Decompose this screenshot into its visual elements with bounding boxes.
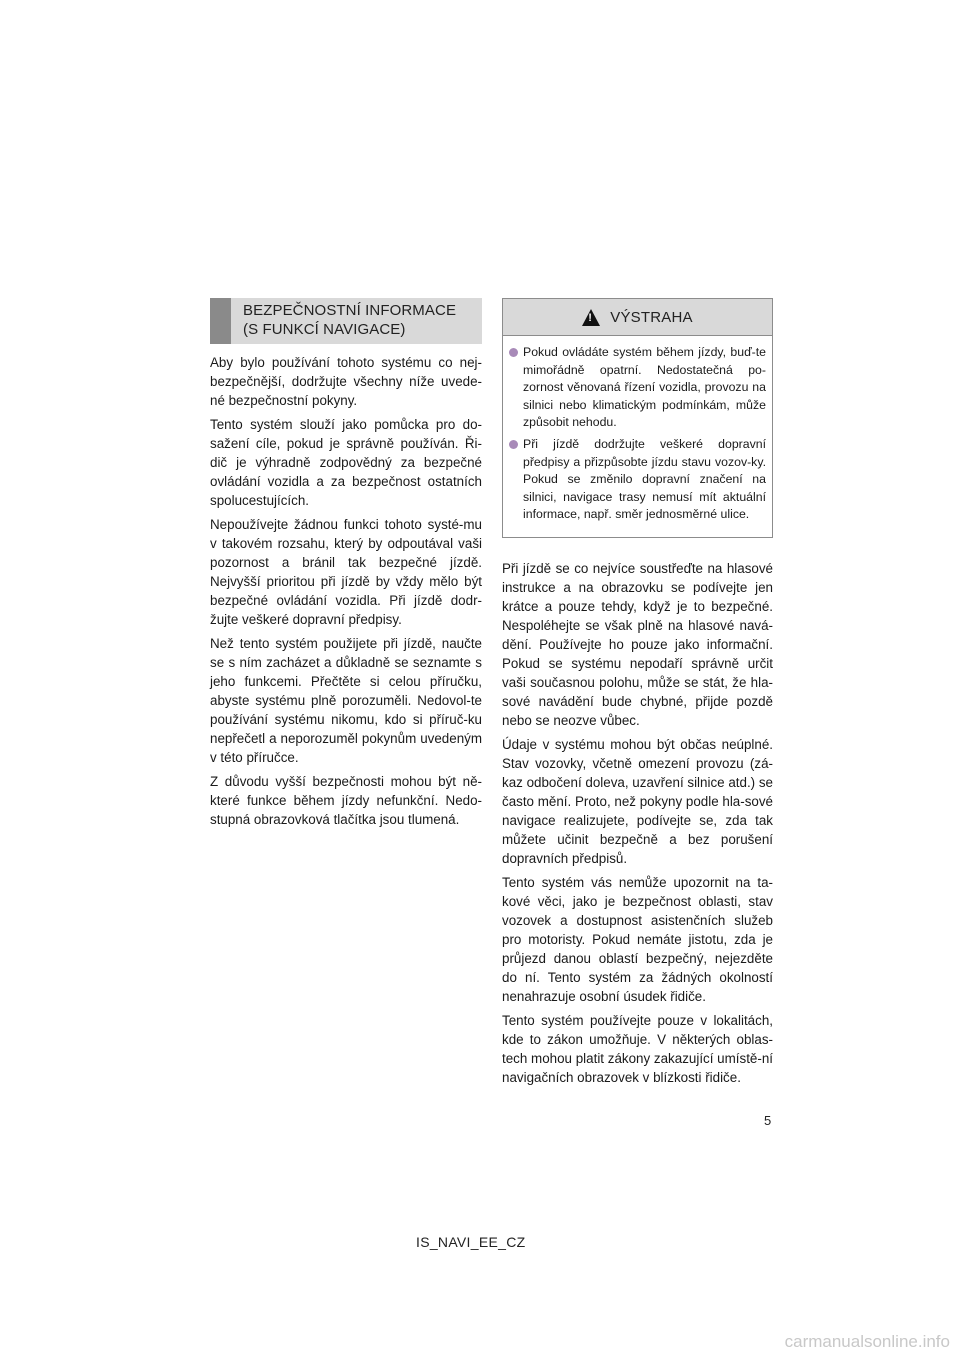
watermark: carmanualsonline.info bbox=[784, 1332, 950, 1351]
page-number: 5 bbox=[764, 1113, 772, 1128]
right-column bbox=[502, 298, 773, 1092]
left-paragraph-2: Tento systém slouží jako pomůcka pro do-sažení cíle, pokud je správně používán. Ři-dič je výhradně zodpovědný za bezpečné ovládání vozidla a za bezpečnost ostatních spolucestujících. bbox=[210, 417, 482, 508]
section-heading bbox=[210, 298, 482, 344]
right-paragraph-4: Tento systém používejte pouze v lokalitách, kde to zákon umožňuje. V některých oblas-tech mohou platit zákony zakazující umístě-ní navigačních obrazovek v blízkosti řidiče. bbox=[502, 1012, 773, 1085]
section-title-line2: (S FUNKCÍ NAVIGACE) bbox=[243, 321, 406, 338]
left-column bbox=[210, 298, 482, 834]
warning-box bbox=[502, 298, 773, 538]
right-paragraph-3: Tento systém vás nemůže upozornit na ta-kové věci, jako je bezpečnost oblasti, stav vozovek a dostupnost asistenčních služeb pro motoristy. Pokud nemáte jistotu, zda je průjezd danou oblastí bezpečný, nejezděte do ní. Tento systém za žádných okolností nenahrazuje osobní úsudek řidiče. bbox=[502, 874, 773, 1004]
left-paragraph-1: Aby bylo používání tohoto systému co nej-bezpečnější, dodržujte všechny níže uvede-né bezpečnostní pokyny. bbox=[210, 355, 482, 408]
heading-accent-bar bbox=[210, 298, 231, 344]
warning-body bbox=[503, 336, 772, 537]
warning-item-text-1: Pokud ovládáte systém během jízdy, buď-te mimořádně opatrní. Nedostatečná po-zornost věnovaná řízení vozidla, provozu na silnici nebo klimatickým podmínkám, může způsobit nehodu. bbox=[523, 345, 766, 430]
bullet-icon bbox=[509, 348, 518, 357]
warning-item bbox=[509, 436, 766, 524]
warning-item bbox=[509, 344, 766, 432]
left-paragraph-5: Z důvodu vyšší bezpečnosti mohou být ně-které funkce během jízdy nefunkční. Nedo-stupná obrazovková tlačítka jsou tlumená. bbox=[210, 774, 482, 827]
warning-header bbox=[503, 299, 772, 336]
section-title-line1: BEZPEČNOSTNÍ INFORMACE bbox=[243, 302, 457, 319]
left-paragraph-3: Nepoužívejte žádnou funkci tohoto systé-mu v takovém rozsahu, který by odpoutával vaši pozornost a bránil tak bezpečné jízdě. Nejvyšší prioritou při jízdě by vždy mělo být bezpečné ovládání vozidla. Při jízdě dodr-žujte veškeré dopravní předpisy. bbox=[210, 517, 482, 627]
section-title bbox=[231, 298, 456, 344]
right-paragraph-2: Údaje v systému mohou být občas neúplné. Stav vozovky, včetně omezení provozu (zá-kaz odbočení doleva, uzavření silnice atd.) se často mění. Proto, než pokyny podle hla-sové navigace realizujete, podívejte se, zda tak můžete učinit bezpečně a bez porušení dopravních předpisů. bbox=[502, 736, 773, 866]
left-paragraph-4: Než tento systém použijete při jízdě, naučte se s ním zacházet a důkladně se seznamte s jeho funkcemi. Přečtěte si celou příručku, abyste systému plně porozuměli. Nedovol-te používání systému nikomu, kdo si příruč-ku nepřečetl a neporozuměl pokynům uvedeným v této příručce. bbox=[210, 636, 482, 765]
warning-triangle-icon bbox=[582, 309, 600, 326]
document-code: IS_NAVI_EE_CZ bbox=[416, 1234, 526, 1250]
warning-item-text-2: Při jízdě dodržujte veškeré dopravní předpisy a přizpůsobte jízdu stavu vozov-ky. Pokud se změnilo dopravní značení na silnici, navigace trasy nemusí mít aktuální informace, např. směr jednosměrné ulice. bbox=[523, 436, 766, 522]
bullet-icon bbox=[509, 440, 518, 449]
right-paragraph-1: Při jízdě se co nejvíce soustřeďte na hlasové instrukce a na obrazovku se podívejte jen krátce a pouze tehdy, když je to bezpečné. Nespoléhejte se však plně na hlasové navá-dění. Používejte ho pouze jako informační. Pokud se systému nepodaří správně určit vaši současnou polohu, může se stát, že hla-sové navádění bude chybné, přijde pozdě nebo se neozve vůbec. bbox=[502, 560, 773, 728]
warning-label: VÝSTRAHA bbox=[610, 308, 693, 326]
